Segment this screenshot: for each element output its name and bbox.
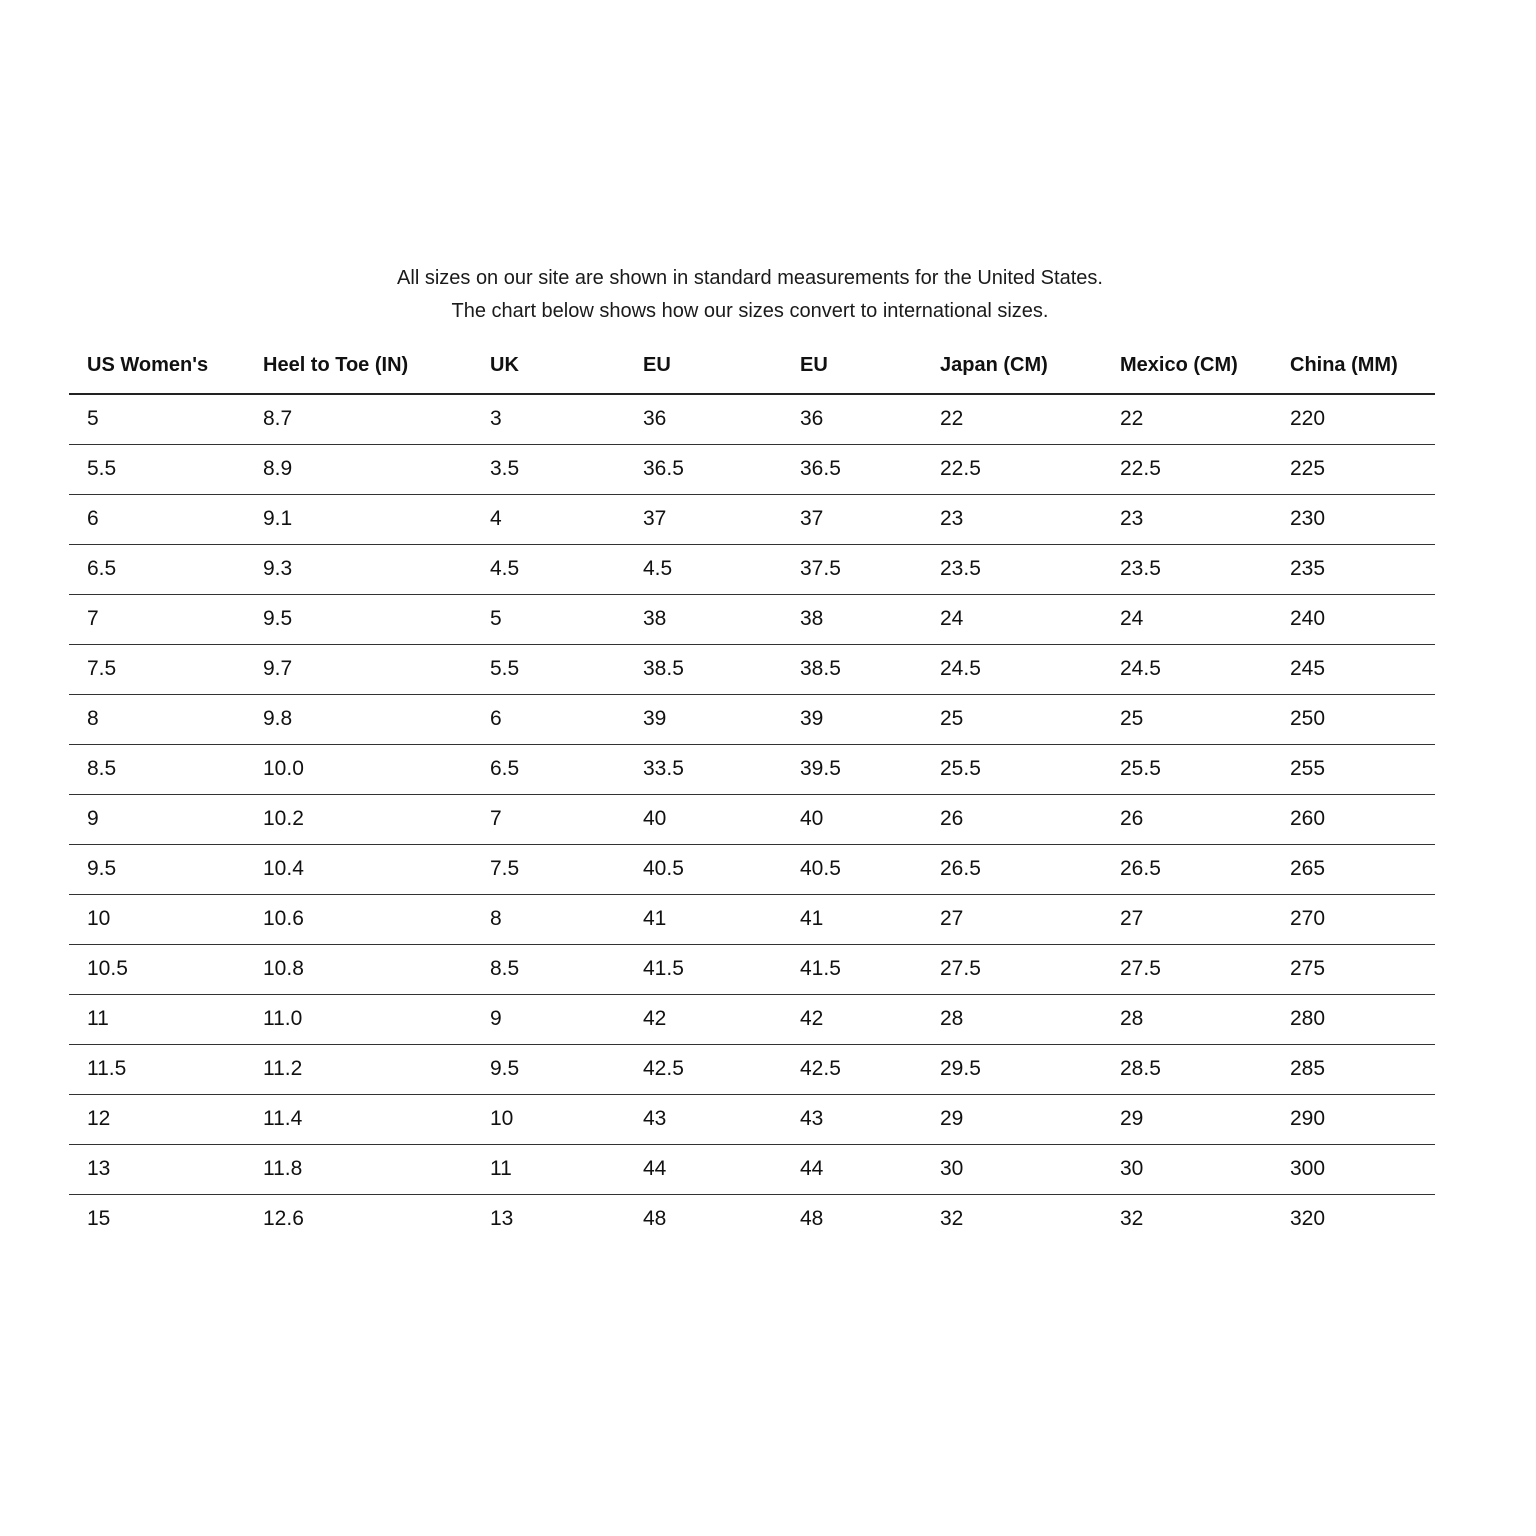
table-row — [69, 594, 1435, 644]
cell-us-womens: 9 — [69, 794, 263, 844]
cell-eu-2: 36 — [800, 394, 940, 444]
cell-uk: 8 — [490, 894, 643, 944]
table-row — [69, 644, 1435, 694]
cell-china: 255 — [1290, 744, 1435, 794]
cell-japan: 22.5 — [940, 444, 1120, 494]
cell-uk: 7 — [490, 794, 643, 844]
cell-china: 270 — [1290, 894, 1435, 944]
cell-japan: 24 — [940, 594, 1120, 644]
table-row — [69, 744, 1435, 794]
cell-japan: 29 — [940, 1094, 1120, 1144]
cell-mexico: 32 — [1120, 1207, 1144, 1231]
cell-eu-1: 43 — [643, 1094, 800, 1144]
cell-us-womens: 9.5 — [69, 844, 263, 894]
cell-eu-2: 42.5 — [800, 1044, 940, 1094]
cell-china: 220 — [1290, 394, 1435, 444]
cell-uk: 4.5 — [490, 544, 643, 594]
cell-uk: 6 — [490, 694, 643, 744]
cell-us-womens: 11.5 — [69, 1044, 263, 1094]
cell-china: 240 — [1290, 594, 1435, 644]
cell-uk: 5 — [490, 594, 643, 644]
cell-eu-2: 36.5 — [800, 444, 940, 494]
table-row — [69, 444, 1435, 494]
size-conversion-table — [69, 338, 1435, 1244]
table-row — [69, 494, 1435, 544]
cell-mexico: 26.5 — [1120, 844, 1290, 894]
cell-heel-to-toe: 10.6 — [263, 894, 490, 944]
cell-heel-to-toe: 9.5 — [263, 594, 490, 644]
cell-china: 235 — [1290, 544, 1435, 594]
cell-heel-to-toe: 11.8 — [263, 1144, 490, 1194]
cell-heel-to-toe: 10.8 — [263, 944, 490, 994]
cell-mexico: 28.5 — [1120, 1044, 1290, 1094]
cell-eu-2: 44 — [800, 1144, 940, 1194]
header-japan: Japan (CM) — [940, 338, 1120, 394]
table-row — [69, 544, 1435, 594]
cell-eu-2: 48 — [800, 1207, 824, 1231]
cell-uk: 5.5 — [490, 644, 643, 694]
cell-eu-2: 40.5 — [800, 844, 940, 894]
cell-eu-2: 40 — [800, 794, 940, 844]
header-us-womens: US Women's — [69, 338, 263, 394]
cell-china: 280 — [1290, 994, 1435, 1044]
cell-china: 250 — [1290, 694, 1435, 744]
cell-eu-2: 41 — [800, 894, 940, 944]
header-eu-2: EU — [800, 338, 940, 394]
cell-japan: 27.5 — [940, 944, 1120, 994]
cell-eu-1: 38.5 — [643, 644, 800, 694]
table-row — [69, 394, 1435, 444]
cell-us-womens: 7.5 — [69, 644, 263, 694]
cell-eu-1: 42 — [643, 994, 800, 1044]
cell-uk: 4 — [490, 494, 643, 544]
cell-eu-1: 40 — [643, 794, 800, 844]
cell-us-womens: 6.5 — [69, 544, 263, 594]
cell-japan: 32 — [940, 1207, 964, 1231]
cell-japan: 26.5 — [940, 844, 1120, 894]
table-header — [69, 338, 1435, 394]
header-eu-1: EU — [643, 338, 800, 394]
cell-eu-2: 38 — [800, 594, 940, 644]
table-row — [69, 794, 1435, 844]
cell-us-womens: 10 — [69, 894, 263, 944]
cell-eu-1: 48 — [643, 1207, 667, 1231]
cell-uk: 3 — [490, 394, 643, 444]
cell-china: 320 — [1290, 1207, 1326, 1231]
cell-china: 265 — [1290, 844, 1435, 894]
cell-japan: 23 — [940, 494, 1120, 544]
header-row — [69, 338, 1435, 394]
cell-eu-2: 43 — [800, 1094, 940, 1144]
cell-eu-2: 39.5 — [800, 744, 940, 794]
cell-china: 275 — [1290, 944, 1435, 994]
cell-japan: 25.5 — [940, 744, 1120, 794]
cell-china: 225 — [1290, 444, 1435, 494]
cell-china: 290 — [1290, 1094, 1435, 1144]
cell-china: 245 — [1290, 644, 1435, 694]
cell-mexico: 23 — [1120, 494, 1290, 544]
table-body — [69, 394, 1435, 1244]
intro-line-1: All sizes on our site are shown in standard measurements for the United States. — [397, 267, 1103, 289]
cell-japan: 26 — [940, 794, 1120, 844]
cell-mexico: 25.5 — [1120, 744, 1290, 794]
table-row — [69, 894, 1435, 944]
cell-mexico: 28 — [1120, 994, 1290, 1044]
cell-china: 285 — [1290, 1044, 1435, 1094]
cell-mexico: 26 — [1120, 794, 1290, 844]
cell-eu-1: 37 — [643, 494, 800, 544]
cell-uk: 9.5 — [490, 1044, 643, 1094]
cell-us-womens: 10.5 — [69, 944, 263, 994]
cell-mexico: 24 — [1120, 594, 1290, 644]
cell-heel-to-toe: 12.6 — [263, 1207, 304, 1231]
cell-uk: 6.5 — [490, 744, 643, 794]
cell-uk: 13 — [490, 1207, 514, 1231]
cell-uk: 3.5 — [490, 444, 643, 494]
cell-heel-to-toe: 10.0 — [263, 744, 490, 794]
cell-mexico: 27 — [1120, 894, 1290, 944]
cell-us-womens: 5.5 — [69, 444, 263, 494]
cell-heel-to-toe: 9.3 — [263, 544, 490, 594]
cell-heel-to-toe: 9.7 — [263, 644, 490, 694]
cell-heel-to-toe: 8.7 — [263, 394, 490, 444]
cell-us-womens: 7 — [69, 594, 263, 644]
cell-eu-1: 42.5 — [643, 1044, 800, 1094]
cell-heel-to-toe: 11.2 — [263, 1044, 490, 1094]
cell-eu-1: 36.5 — [643, 444, 800, 494]
cell-heel-to-toe: 9.1 — [263, 494, 490, 544]
table-row — [69, 944, 1435, 994]
cell-china: 300 — [1290, 1144, 1435, 1194]
header-china: China (MM) — [1290, 338, 1435, 394]
cell-eu-1: 44 — [643, 1144, 800, 1194]
cell-mexico: 24.5 — [1120, 644, 1290, 694]
cell-us-womens: 12 — [69, 1094, 263, 1144]
table-row — [69, 844, 1435, 894]
cell-eu-2: 41.5 — [800, 944, 940, 994]
header-heel-to-toe: Heel to Toe (IN) — [263, 338, 490, 394]
cell-eu-1: 41.5 — [643, 944, 800, 994]
header-uk: UK — [490, 338, 643, 394]
cell-mexico: 29 — [1120, 1094, 1290, 1144]
cell-japan: 24.5 — [940, 644, 1120, 694]
cell-heel-to-toe: 11.0 — [263, 994, 490, 1044]
intro-line-2: The chart below shows how our sizes convert to international sizes. — [451, 300, 1049, 322]
cell-eu-2: 37 — [800, 494, 940, 544]
cell-uk: 10 — [490, 1094, 643, 1144]
cell-eu-2: 37.5 — [800, 544, 940, 594]
cell-eu-2: 38.5 — [800, 644, 940, 694]
cell-us-womens: 13 — [69, 1144, 263, 1194]
cell-us-womens: 11 — [69, 994, 263, 1044]
cell-mexico: 30 — [1120, 1144, 1290, 1194]
cell-heel-to-toe: 9.8 — [263, 694, 490, 744]
cell-mexico: 23.5 — [1120, 544, 1290, 594]
table-row — [69, 1144, 1435, 1194]
cell-uk: 8.5 — [490, 944, 643, 994]
cell-japan: 28 — [940, 994, 1120, 1044]
cell-us-womens: 6 — [69, 494, 263, 544]
cell-eu-1: 40.5 — [643, 844, 800, 894]
cell-japan: 23.5 — [940, 544, 1120, 594]
cell-uk: 7.5 — [490, 844, 643, 894]
cell-mexico: 22.5 — [1120, 444, 1290, 494]
cell-eu-1: 33.5 — [643, 744, 800, 794]
cell-heel-to-toe: 10.2 — [263, 794, 490, 844]
table-row — [69, 994, 1435, 1044]
cell-us-womens: 15 — [87, 1207, 111, 1231]
table-row — [69, 694, 1435, 744]
cell-china: 230 — [1290, 494, 1435, 544]
cell-eu-1: 39 — [643, 694, 800, 744]
cell-eu-2: 42 — [800, 994, 940, 1044]
cell-china: 260 — [1290, 794, 1435, 844]
cell-eu-1: 41 — [643, 894, 800, 944]
cell-us-womens: 8 — [69, 694, 263, 744]
cell-uk: 11 — [490, 1144, 643, 1194]
cell-eu-2: 39 — [800, 694, 940, 744]
cell-mexico: 22 — [1120, 394, 1290, 444]
cell-japan: 30 — [940, 1144, 1120, 1194]
cell-eu-1: 38 — [643, 594, 800, 644]
cell-heel-to-toe: 11.4 — [263, 1094, 490, 1144]
cell-us-womens: 5 — [69, 394, 263, 444]
cell-mexico: 25 — [1120, 694, 1290, 744]
cell-japan: 22 — [940, 394, 1120, 444]
header-mexico: Mexico (CM) — [1120, 338, 1290, 394]
table-row — [69, 1194, 1435, 1244]
cell-eu-1: 36 — [643, 394, 800, 444]
cell-mexico: 27.5 — [1120, 944, 1290, 994]
cell-japan: 27 — [940, 894, 1120, 944]
cell-uk: 9 — [490, 994, 643, 1044]
table-row — [69, 1044, 1435, 1094]
cell-us-womens: 8.5 — [69, 744, 263, 794]
cell-heel-to-toe: 10.4 — [263, 844, 490, 894]
cell-japan: 25 — [940, 694, 1120, 744]
table-row — [69, 1094, 1435, 1144]
cell-japan: 29.5 — [940, 1044, 1120, 1094]
cell-heel-to-toe: 8.9 — [263, 444, 490, 494]
cell-eu-1: 4.5 — [643, 544, 800, 594]
